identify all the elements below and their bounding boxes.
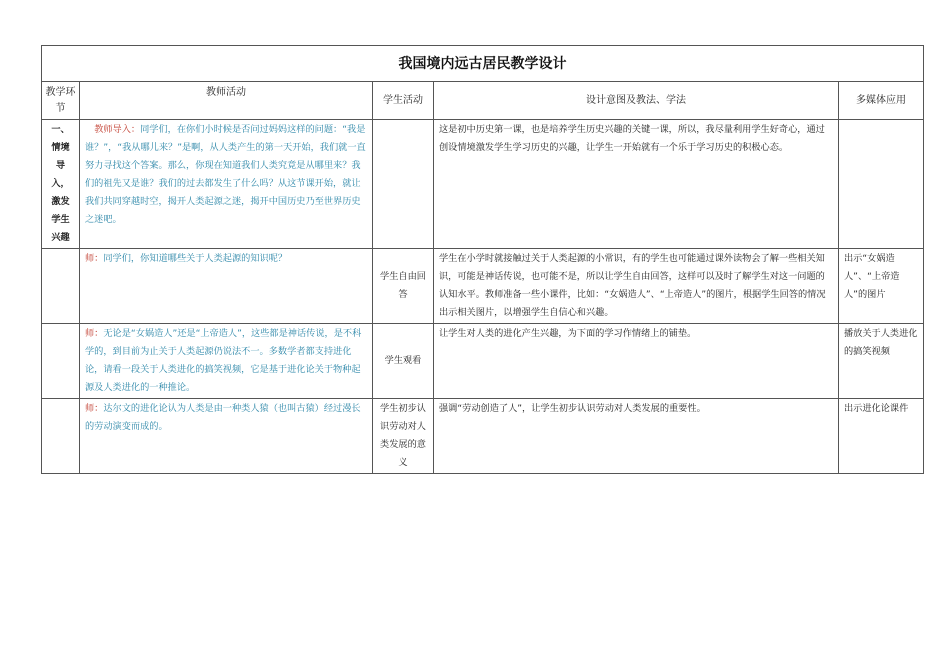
multimedia-cell: 出示进化论课件 [839, 399, 924, 474]
teacher-text: 达尔文的进化论认为人类是由一种类人猿（也叫古猿）经过漫长的劳动演变而成的。 [85, 403, 361, 432]
teacher-label: 师： [85, 328, 104, 339]
lesson-plan-table [41, 45, 924, 474]
multimedia-cell [839, 120, 924, 249]
stage-line: 兴趣 [51, 232, 70, 243]
teacher-activity-cell [80, 399, 373, 474]
design-intent-cell: 学生在小学时就接触过关于人类起源的小常识，有的学生也可能通过课外读物会了解一些相关知识，可能是神话传说，也可能不是，所以让学生自由回答，这样可以及时了解学生对这一问题的认知水平。教师准备一些小课件，比如：“女娲造人”、“上帝造人”的图片，根据学生回答的情况出示相关图片，以增强学生自信心和兴趣。 [434, 249, 839, 324]
student-activity-cell: 学生观看 [373, 324, 434, 399]
teacher-label: 师： [85, 403, 104, 414]
stage-line: 激发 [51, 196, 70, 207]
table-row [42, 120, 924, 249]
header-design-intent: 设计意图及教法、学法 [434, 82, 839, 120]
stage-cell-empty [42, 399, 80, 474]
teacher-text: 同学们，在你们小时候是否问过妈妈这样的问题：“我是谁？”，“我从哪儿来？”是啊，从人类产生的第一天开始，我们就一直努力寻找这个答案。那么，你现在知道我们人类究竟是从哪里来？我们的祖先又是谁？我们的过去都发生了什么吗？从这节课开始，就让我们共同穿越时空，揭开人类起源之迷，揭开中国历史乃至世界历史之迷吧。 [85, 124, 366, 225]
header-stage: 教学环节 [42, 82, 80, 120]
stage-cell-empty [42, 324, 80, 399]
table-row [42, 249, 924, 324]
header-multimedia: 多媒体应用 [839, 82, 924, 120]
teacher-label: 师： [85, 253, 104, 264]
multimedia-cell: 播放关于人类进化的搞笑视频 [839, 324, 924, 399]
teacher-activity-cell [80, 324, 373, 399]
stage-cell-empty [42, 249, 80, 324]
stage-line: 情境 [51, 142, 70, 153]
document-title: 我国境内远古居民教学设计 [42, 46, 924, 82]
header-teacher-activity: 教师活动 [80, 82, 373, 120]
table-row [42, 399, 924, 474]
table-row [42, 324, 924, 399]
student-activity-cell: 学生初步认识劳动对人类发展的意义 [373, 399, 434, 474]
teacher-text: 无论是“女娲造人”还是“上帝造人”，这些都是神话传说，是不科学的，到目前为止关于人类起源仍说法不一。多数学者都支持进化论，请看一段关于人类进化的搞笑视频，它是基于进化论关于物种起源及人类进化的一种推论。 [85, 328, 362, 393]
teacher-text: 同学们，你知道哪些关于人类起源的知识呢？ [103, 253, 288, 264]
header-student-activity: 学生活动 [373, 82, 434, 120]
design-intent-cell: 强调“劳动创造了人”，让学生初步认识劳动对人类发展的重要性。 [434, 399, 839, 474]
student-activity-cell [373, 120, 434, 249]
stage-line: 导 [55, 160, 66, 171]
teacher-label: 教师导入： [94, 124, 141, 135]
multimedia-cell: 出示“女娲造人”、“上帝造人”的图片 [839, 249, 924, 324]
stage-line: 学生 [51, 214, 70, 225]
design-intent-cell: 让学生对人类的进化产生兴趣，为下面的学习作情绪上的铺垫。 [434, 324, 839, 399]
student-activity-cell: 学生自由回答 [373, 249, 434, 324]
teacher-activity-cell [80, 249, 373, 324]
design-intent-cell: 这是初中历史第一课，也是培养学生历史兴趣的关键一课，所以，我尽量利用学生好奇心，通过创设情境激发学生学习历史的兴趣，让学生一开始就有一个乐于学习历史的积极心态。 [434, 120, 839, 249]
teacher-activity-cell [80, 120, 373, 249]
stage-line: 一、 [51, 124, 70, 135]
stage-line: 入， [51, 178, 70, 189]
stage-cell [42, 120, 80, 249]
